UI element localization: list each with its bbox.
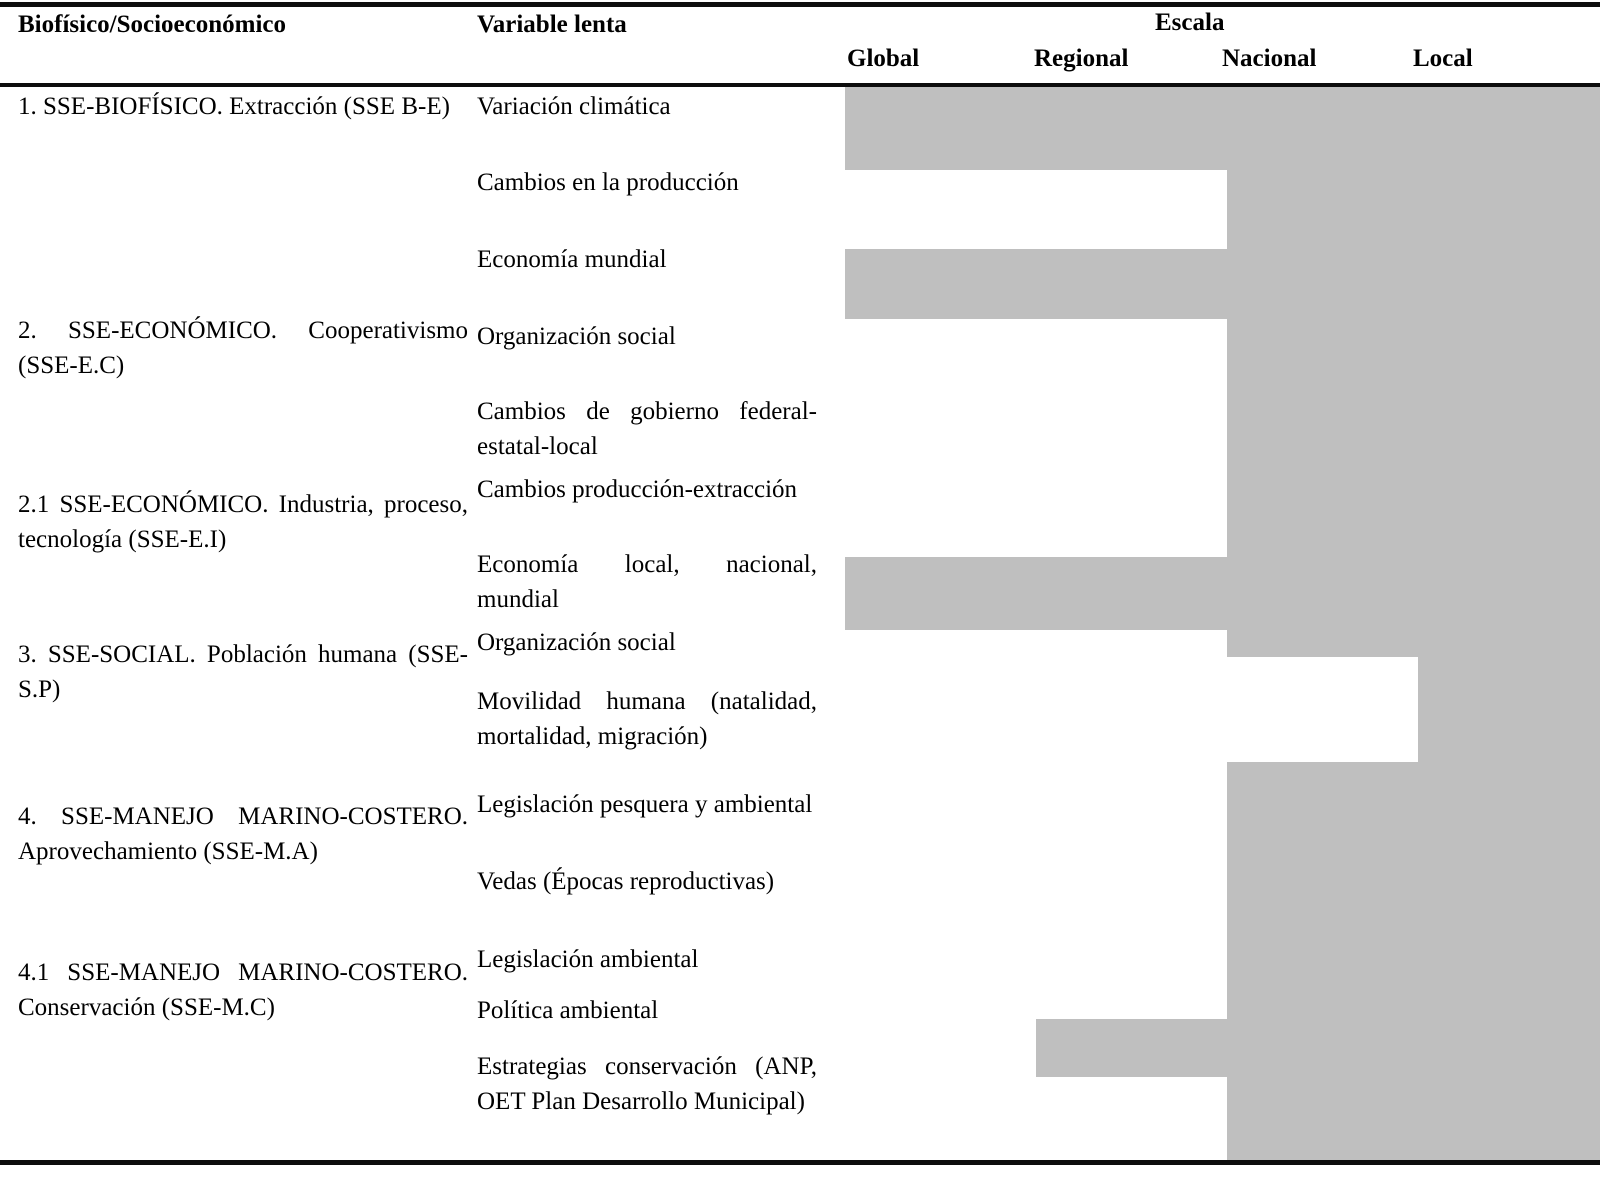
table-body xyxy=(0,87,1600,1160)
variable-cell: Organización social xyxy=(477,629,676,656)
column-header-scale-global: Global xyxy=(847,45,920,72)
scale-fill-cell xyxy=(1227,630,1600,657)
category-cell-sse-s-p: 3. SSE-SOCIAL. Población humana (SSE-S.P) xyxy=(18,641,468,703)
variable-cell: Legislación pesquera y ambiental xyxy=(477,791,813,818)
variable-cell: Cambios producción-extracción xyxy=(477,476,798,503)
variable-cell: Cambios en la producción xyxy=(477,169,739,196)
category-cell-sse-b-e: 1. SSE-BIOFÍSICO. Extracción (SSE B-E) xyxy=(18,93,450,120)
category-cell-sse-m-a: 4. SSE-MANEJO MARINO-COSTERO. Aprovechamiento (SSE-M.A) xyxy=(18,803,468,865)
scale-fill-cell xyxy=(1036,1019,1600,1077)
category-cell-sse-m-c: 4.1 SSE-MANEJO MARINO-COSTERO. Conservación (SSE-M.C) xyxy=(18,959,468,1021)
variable-cell: Movilidad humana (natalidad, mortalidad, migración) xyxy=(477,688,817,750)
variable-cell: Cambios de gobierno federal-estatal-local xyxy=(477,398,817,460)
column-header-scale-nacional: Nacional xyxy=(1222,45,1317,72)
scale-fill-cell xyxy=(1227,762,1600,847)
column-header-variable-lenta: Variable lenta xyxy=(477,11,627,38)
scale-fill-cell xyxy=(845,249,1600,319)
column-header-scale-regional: Regional xyxy=(1034,45,1129,72)
variable-cell: Economía local, nacional, mundial xyxy=(477,551,817,613)
scale-fill-cell xyxy=(1227,1077,1600,1160)
variable-cell: Economía mundial xyxy=(477,246,667,273)
column-header-biofisico-socioeconomico: Biofísico/Socioeconómico xyxy=(18,11,287,38)
variable-cell: Legislación ambiental xyxy=(477,946,699,973)
scale-fill-cell xyxy=(1227,932,1600,1019)
scale-fill-cell xyxy=(845,87,1600,170)
variable-cell: Variación climática xyxy=(477,93,671,120)
scale-fill-cell xyxy=(845,557,1600,630)
table-top-rule xyxy=(0,2,1600,7)
variable-cell: Organización social xyxy=(477,323,676,350)
scale-fill-cell xyxy=(1227,847,1600,932)
scale-fill-cell xyxy=(1227,319,1600,423)
variable-cell: Estrategias conservación (ANP, OET Plan Desarrollo Municipal) xyxy=(477,1053,817,1115)
category-cell-sse-e-c: 2. SSE-ECONÓMICO. Cooperativismo (SSE-E.C) xyxy=(18,317,468,379)
column-header-escala: Escala xyxy=(1155,9,1225,36)
table-bottom-rule xyxy=(0,1160,1600,1165)
variable-cell: Vedas (Épocas reproductivas) xyxy=(477,868,775,895)
scale-fill-cell xyxy=(1227,423,1600,500)
scale-fill-cell xyxy=(1227,500,1600,557)
scale-fill-cell xyxy=(1418,657,1600,762)
category-cell-sse-e-i: 2.1 SSE-ECONÓMICO. Industria, proceso, tecnología (SSE-E.I) xyxy=(18,491,468,553)
variable-cell: Política ambiental xyxy=(477,997,659,1024)
scale-fill-cell xyxy=(1227,170,1600,249)
column-header-scale-local: Local xyxy=(1413,45,1473,72)
